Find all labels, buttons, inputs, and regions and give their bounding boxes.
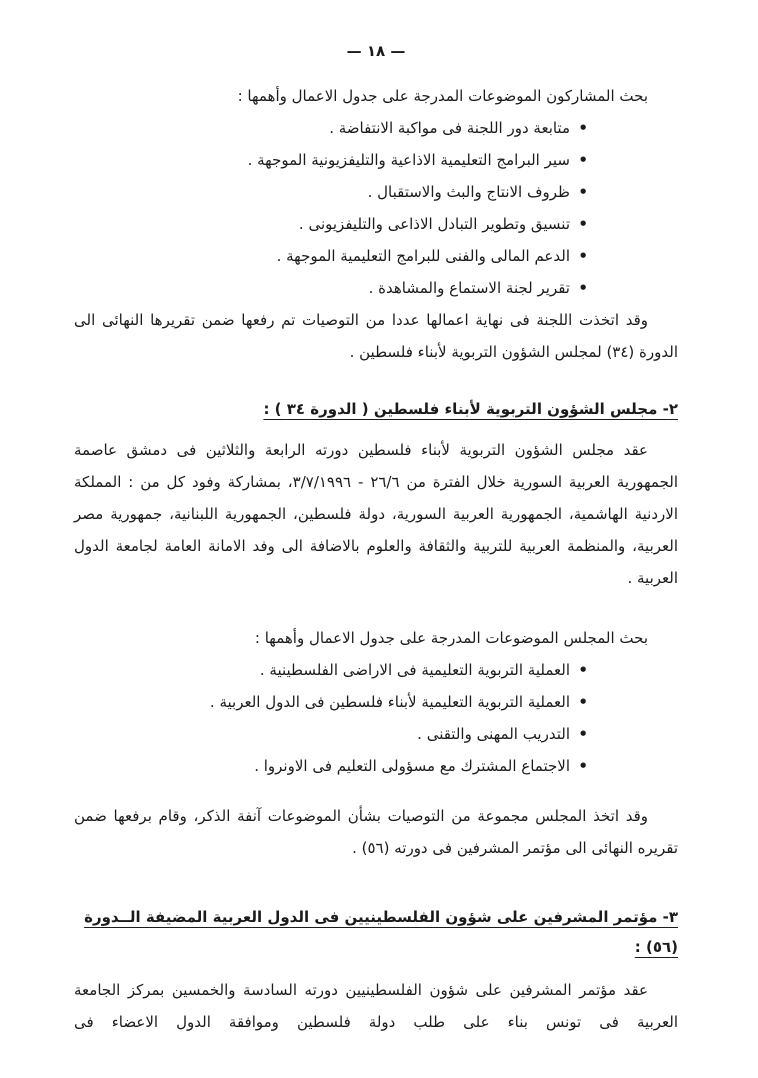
list-item: • متابعة دور اللجنة فى مواكبة الانتفاضة . [74, 112, 588, 144]
committee-closing-paragraph: وقد اتخذت اللجنة فى نهاية اعمالها عددا من التوصيات تم رفعها ضمن تقريرها النهائى الى الدورة (٣٤) لمجلس الشؤون التربوية لأبناء فلسطين . [74, 311, 678, 361]
council-closing-paragraph: وقد اتخذ المجلس مجموعة من التوصيات بشأن الموضوعات آنفة الذكر، وقام برفعها ضمن تقريره النهائى الى مؤتمر المشرفين فى دورته (٥٦) . [74, 807, 678, 857]
list-item: • ظروف الانتاج والبث والاستقبال . [74, 176, 588, 208]
media-committee-section [74, 80, 678, 368]
committee-topic-list [74, 112, 678, 304]
council-section [74, 394, 678, 864]
council-intro-line: بحث المجلس الموضوعات المدرجة على جدول الاعمال وأهمها : [254, 629, 648, 647]
council-body-paragraph: عقد مجلس الشؤون التربوية لأبناء فلسطين دورته الرابعة والثلاثين فى دمشق عاصمة الجمهورية العربية السورية خلال الفترة من ٢٦/٦ - ٣/٧/١٩٩٦، بمشاركة وفود كل من : المملكة الاردنية الهاشمية، الجمهورية العربية السورية، دولة فلسطين، الجمهورية اللبنانية، جمهورية مصر العربية، والمنظمة العربية للتربية والثقافة والعلوم بالاضافة الى وفد الامانة العامة لجامعة الدول العربية . [74, 441, 678, 587]
page-number: — ١٨ — [346, 42, 406, 60]
conference-body-paragraph: عقد مؤتمر المشرفين على شؤون الفلسطينيين دورته السادسة والخمسين بمركز الجامعة العربية فى تونس بناء على طلب دولة فلسطين وموافقة الدول الاعضاء فى [74, 981, 678, 1031]
list-item: • العملية التربوية التعليمية فى الاراضى الفلسطينية . [74, 654, 588, 686]
list-item: • تقرير لجنة الاستماع والمشاهدة . [74, 272, 588, 304]
council-topic-list [74, 654, 678, 782]
list-item: • الدعم المالى والفنى للبرامج التعليمية الموجهة . [74, 240, 588, 272]
conference-section-heading: ٣- مؤتمر المشرفين على شؤون الفلسطينيين فى الدول العربية المضيفة الــدورة (٥٦) : [84, 908, 678, 956]
list-item: • سير البرامج التعليمية الاذاعية والتليفزيونية الموجهة . [74, 144, 588, 176]
conference-section [74, 902, 678, 1038]
list-item: • العملية التربوية التعليمية لأبناء فلسطين فى الدول العربية . [74, 686, 588, 718]
committee-intro-line: بحث المشاركون الموضوعات المدرجة على جدول الاعمال وأهمها : [237, 87, 648, 105]
council-section-heading: ٢- مجلس الشؤون التربوية لأبناء فلسطين ( الدورة ٣٤ ) : [263, 400, 678, 418]
list-item: • التدريب المهنى والتقنى . [74, 718, 588, 750]
list-item: • تنسيق وتطوير التبادل الاذاعى والتليفزيونى . [74, 208, 588, 240]
list-item: • الاجتماع المشترك مع مسؤولى التعليم فى الاونروا . [74, 750, 588, 782]
